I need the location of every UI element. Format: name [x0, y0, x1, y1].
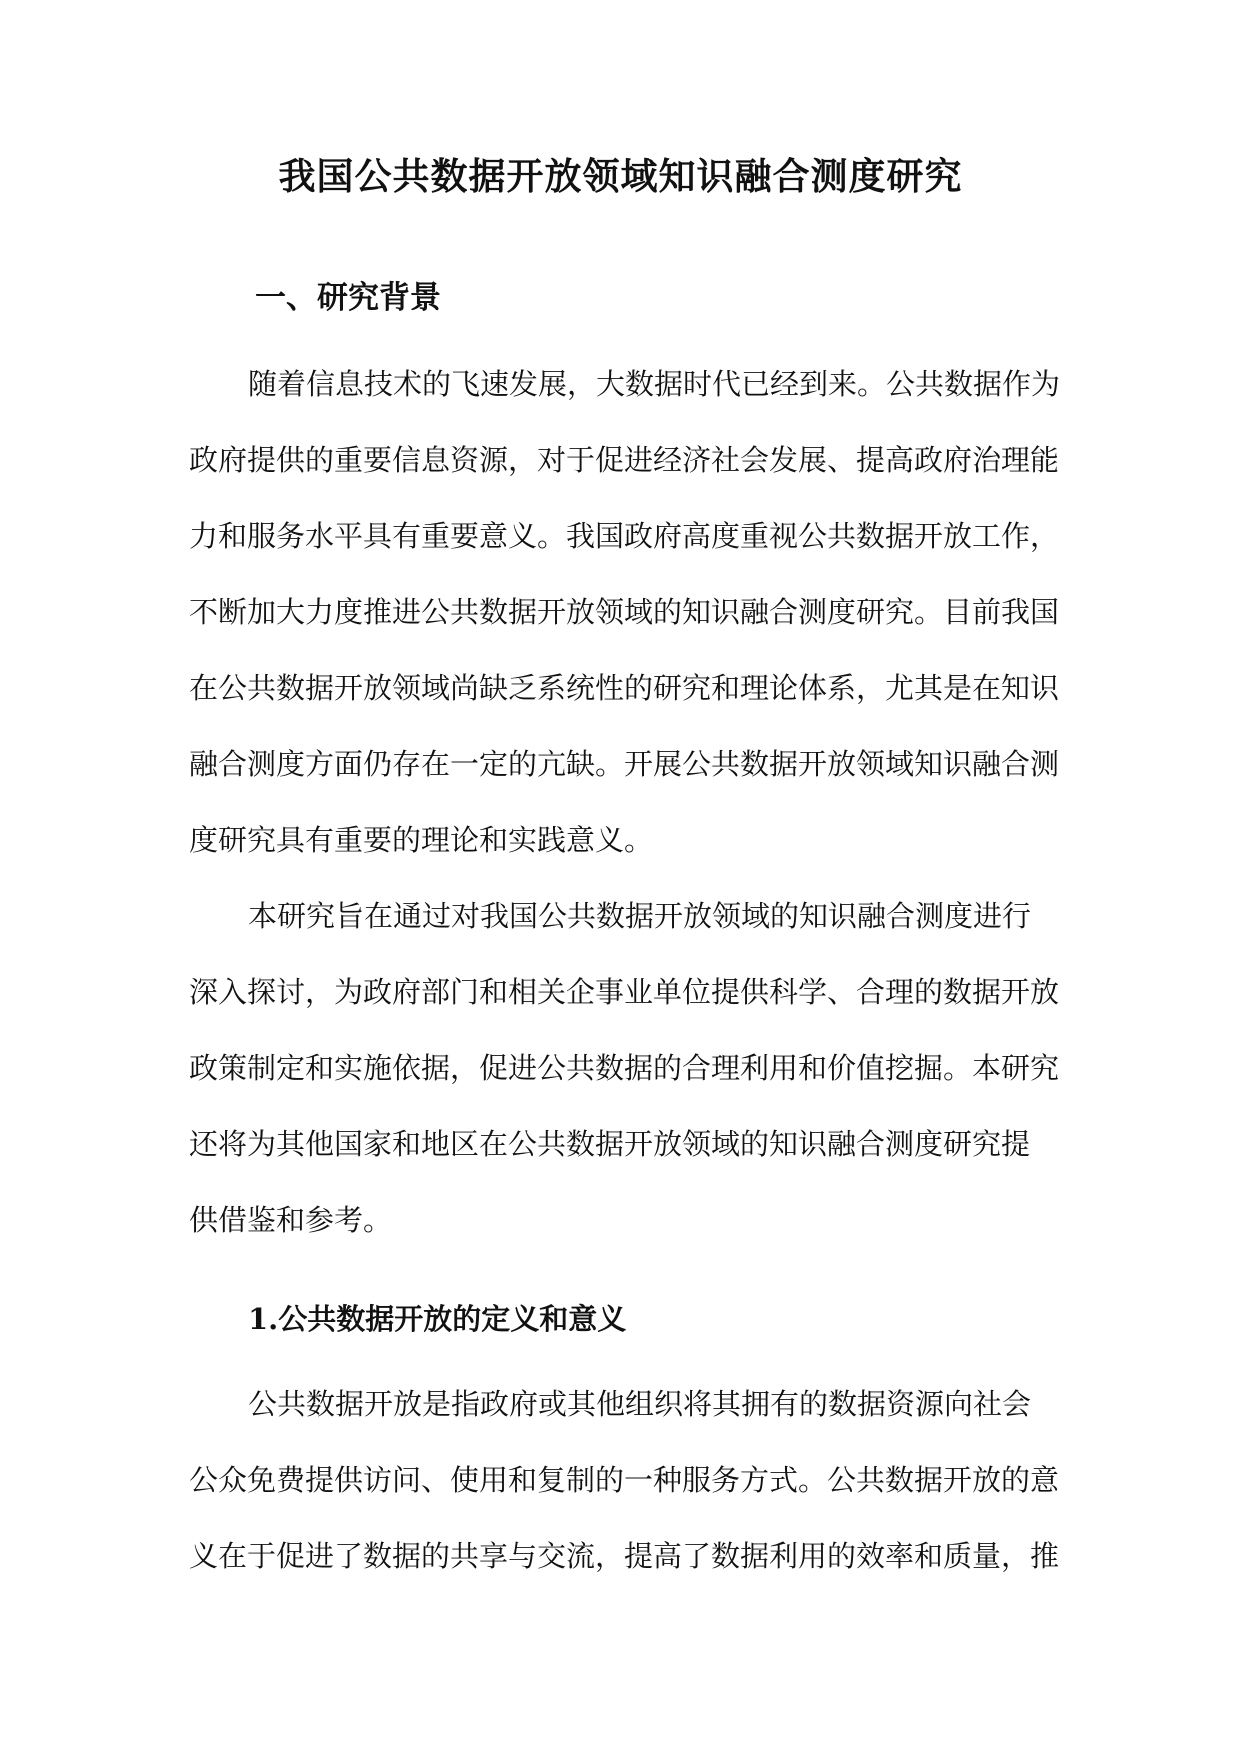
text-line: 深入探讨，为政府部门和相关企事业单位提供科学、合理的数据开放 — [189, 975, 1060, 1009]
document-title: 我国公共数据开放领域知识融合测度研究 — [278, 154, 963, 198]
text-line: 政府提供的重要信息资源，对于促进经济社会发展、提高政府治理能 — [189, 443, 1060, 477]
text-line: 义在于促进了数据的共享与交流，提高了数据利用的效率和质量，推 — [189, 1539, 1060, 1573]
text-line: 还将为其他国家和地区在公共数据开放领域的知识融合测度研究提 — [189, 1127, 1031, 1161]
text-line: 本研究旨在通过对我国公共数据开放领域的知识融合测度进行 — [248, 899, 1032, 933]
text-line: 在公共数据开放领域尚缺乏系统性的研究和理论体系，尤其是在知识 — [189, 671, 1060, 705]
text-line: 力和服务水平具有重要意义。我国政府高度重视公共数据开放工作， — [189, 519, 1060, 553]
text-line: 公共数据开放是指政府或其他组织将其拥有的数据资源向社会 — [248, 1387, 1032, 1421]
text-line: 不断加大力度推进公共数据开放领域的知识融合测度研究。目前我国 — [189, 595, 1060, 629]
subsection-heading-definition: 1.公共数据开放的定义和意义 — [248, 1302, 627, 1336]
text-line: 融合测度方面仍存在一定的亢缺。开展公共数据开放领域知识融合测 — [189, 747, 1060, 781]
text-line: 公众免费提供访问、使用和复制的一种服务方式。公共数据开放的意 — [189, 1463, 1060, 1497]
text-line: 政策制定和实施依据，促进公共数据的合理利用和价值挖掘。本研究 — [189, 1051, 1060, 1085]
section-heading-research-background: 一、研究背景 — [255, 280, 441, 316]
text-line: 供借鉴和参考。 — [189, 1203, 393, 1237]
text-line: 度研究具有重要的理论和实践意义。 — [189, 823, 654, 857]
text-line: 随着信息技术的飞速发展，大数据时代已经到来。公共数据作为 — [248, 367, 1061, 401]
